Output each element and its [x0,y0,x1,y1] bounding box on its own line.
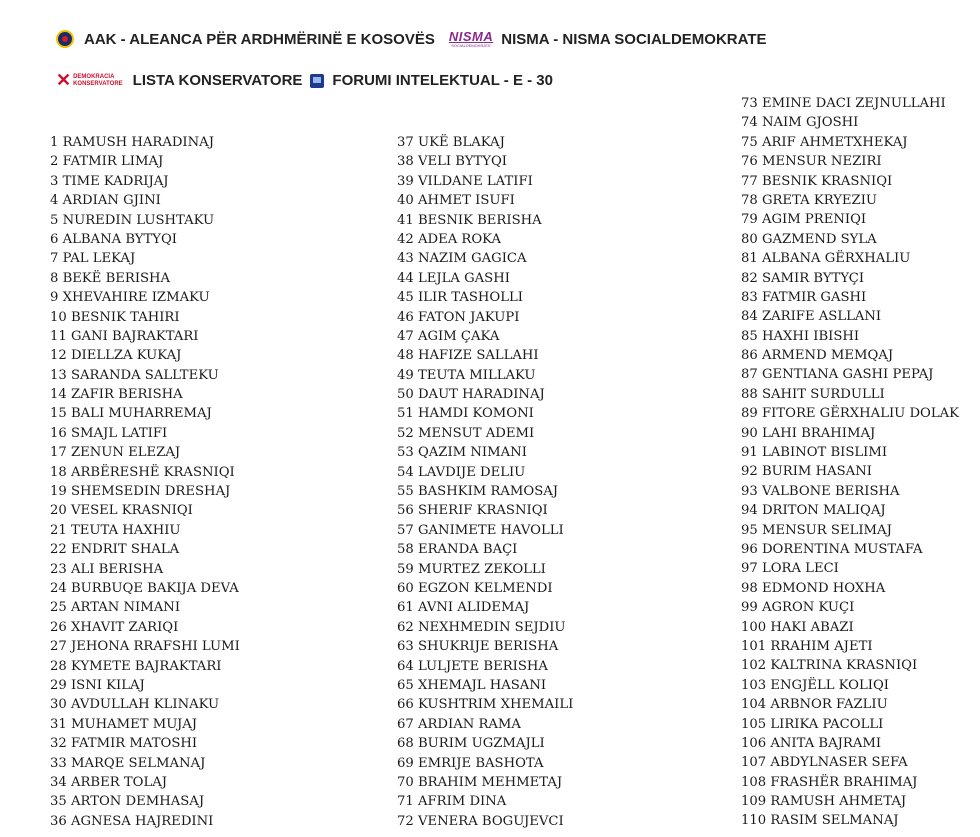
header-row-2 [56,70,553,91]
party-aak-label: AAK - ALEANCA PËR ARDHMËRINË E KOSOVËS [84,30,435,48]
candidate-list-item: 15 BALI MUHARREMAJ [50,406,212,422]
candidate-list-item: 40 AHMET ISUFI [397,193,515,209]
candidate-list-item: 52 MENSUT ADEMI [397,425,535,441]
candidate-list-item: 105 LIRIKA PACOLLI [741,716,884,732]
candidate-list-item: 101 RRAHIM AJETI [741,638,873,654]
candidate-list-item: 66 KUSHTRIM XHEMAILI [397,697,574,713]
candidate-list-item: 34 ARBER TOLAJ [50,774,168,790]
candidate-list-item: 109 RAMUSH AHMETAJ [741,794,907,810]
candidate-list-item: 51 HAMDI KOMONI [397,406,534,422]
candidate-list-item: 46 FATON JAKUPI [397,309,520,325]
candidate-list-item: 63 SHUKRIJE BERISHA [397,639,559,655]
candidate-list-item: 89 FITORE GËRXHALIU DOLAK [741,406,959,422]
party-forumi-label: FORUMI INTELEKTUAL - E - 30 [332,72,553,89]
candidate-list-item: 23 ALI BERISHA [50,561,164,577]
candidate-list-item: 33 MARQE SELMANAJ [50,755,206,771]
candidate-list-item: 69 EMRIJE BASHOTA [397,755,544,771]
candidate-list-item: 3 TIME KADRIJAJ [50,173,169,189]
candidate-list-item: 92 BURIM HASANI [741,464,872,480]
candidate-list-item: 73 EMINE DACI ZEJNULLAHI [741,96,946,111]
candidate-list-item: 47 AGIM ÇAKA [397,328,500,344]
candidate-list-item: 67 ARDIAN RAMA [397,716,521,732]
candidate-list-item: 5 NUREDIN LUSHTAKU [50,212,215,228]
candidate-list-item: 21 TEUTA HAXHIU [50,522,181,538]
candidate-list-item: 10 BESNIK TAHIRI [50,309,180,325]
candidate-list-column-3 [741,94,959,831]
candidate-list-item: 18 ARBËRESHË KRASNIQI [50,464,235,480]
candidate-list-item: 99 AGRON KUÇI [741,600,855,616]
candidate-list-item: 76 MENSUR NEZIRI [741,154,882,170]
candidate-list-item: 102 KALTRINA KRASNIQI [741,658,918,674]
candidate-list-item: 88 SAHIT SURDULLI [741,386,885,402]
candidate-list-item: 100 HAKI ABAZI [741,619,854,635]
candidate-list-item: 22 ENDRIT SHALA [50,542,180,558]
candidate-list-item: 85 HAXHI IBISHI [741,328,860,344]
candidate-list-item: 110 RASIM SELMANAJ [741,813,899,829]
candidate-list-column-2 [397,133,573,831]
nisma-logo-icon: NISMA SOCIALDEMOKRATE [448,29,494,48]
candidate-list-item: 53 QAZIM NIMANI [397,445,527,461]
candidate-list-item: 7 PAL LEKAJ [50,251,136,267]
candidate-list-item: 96 DORENTINA MUSTAFA [741,541,923,557]
candidate-list-item: 13 SARANDA SALLTEKU [50,367,219,383]
candidate-list-item: 56 SHERIF KRASNIQI [397,503,548,519]
candidate-list-item: 87 GENTIANA GASHI PEPAJ [741,367,934,383]
candidate-list-item: 64 LULJETE BERISHA [397,658,548,674]
candidate-list-item: 59 MURTEZ ZEKOLLI [397,561,546,577]
candidate-list-item: 1 RAMUSH HARADINAJ [50,135,214,150]
candidate-list-item: 79 AGIM PRENIQI [741,212,867,228]
candidate-list-item: 16 SMAJL LATIFI [50,425,168,441]
candidate-list-item: 49 TEUTA MILLAKU [397,367,536,383]
candidate-list-item: 74 NAIM GJOSHI [741,115,859,131]
candidate-list-item: 32 FATMIR MATOSHI [50,736,198,752]
candidate-list-item: 65 XHEMAJL HASANI [397,677,547,693]
candidate-list-item: 30 AVDULLAH KLINAKU [50,697,220,713]
candidate-list-item: 98 EDMOND HOXHA [741,580,886,596]
forumi-logo-icon [310,74,324,88]
candidate-list-item: 44 LEJLA GASHI [397,270,510,286]
aak-logo-icon [56,30,74,48]
candidate-list-item: 9 XHEVAHIRE IZMAKU [50,290,210,306]
candidate-list-item: 106 ANITA BAJRAMI [741,735,882,751]
candidate-list-item: 43 NAZIM GAGICA [397,251,527,267]
candidate-list-item: 71 AFRIM DINA [397,794,507,810]
candidate-list-item: 54 LAVDIJE DELIU [397,464,526,480]
candidate-list-item: 17 ZENUN ELEZAJ [50,445,181,461]
candidate-list-item: 11 GANI BAJRAKTARI [50,328,199,344]
candidate-list-item: 26 XHAVIT ZARIQI [50,619,179,635]
candidate-list-item: 6 ALBANA BYTYQI [50,231,178,247]
candidate-list-item: 62 NEXHMEDIN SEJDIU [397,619,566,635]
candidate-list-item: 2 FATMIR LIMAJ [50,154,164,170]
candidate-list-item: 55 BASHKIM RAMOSAJ [397,484,559,500]
candidate-list-item: 104 ARBNOR FAZLIU [741,697,888,713]
candidate-list-item: 35 ARTON DEMHASAJ [50,794,205,810]
candidate-list-item: 93 VALBONE BERISHA [741,483,900,499]
candidate-list-item: 14 ZAFIR BERISHA [50,387,183,403]
candidate-list-item: 42 ADEA ROKA [397,231,501,247]
candidate-list-item: 27 JEHONA RRAFSHI LUMI [50,639,240,655]
candidate-list-column-1 [50,133,240,831]
candidate-list-item: 70 BRAHIM MEHMETAJ [397,774,563,790]
party-konservatore-label: LISTA KONSERVATORE [132,72,303,89]
candidate-list-item: 36 AGNESA HAJREDINI [50,813,214,829]
candidate-list-item: 80 GAZMEND SYLA [741,231,877,247]
header-row-1 [56,30,767,48]
candidate-list-item: 41 BESNIK BERISHA [397,212,542,228]
candidate-list-item: 37 UKË BLAKAJ [397,135,505,150]
candidate-list-item: 38 VELI BYTYQI [397,154,507,170]
candidate-list-item: 58 ERANDA BAÇI [397,542,518,558]
candidate-list-item: 95 MENSUR SELIMAJ [741,522,892,538]
candidate-list-item: 83 FATMIR GASHI [741,289,867,305]
candidate-list-item: 4 ARDIAN GJINI [50,193,161,209]
party-nisma-label: NISMA - NISMA SOCIALDEMOKRATE [501,30,767,48]
candidate-list-item: 108 FRASHËR BRAHIMAJ [741,774,918,790]
candidate-list-item: 72 VENERA BOGUJEVCI [397,813,564,829]
candidate-list-item: 94 DRITON MALIQAJ [741,503,886,519]
candidate-list-item: 8 BEKË BERISHA [50,270,171,286]
candidate-list-item: 45 ILIR TASHOLLI [397,290,523,306]
candidate-list-item: 31 MUHAMET MUJAJ [50,716,198,732]
candidate-list-item: 12 DIELLZA KUKAJ [50,348,182,364]
candidate-list-item: 82 SAMIR BYTYÇI [741,270,865,286]
candidate-list-item: 97 LORA LECI [741,561,839,577]
candidate-list-item: 91 LABINOT BISLIMI [741,445,888,461]
candidate-list-item: 19 SHEMSEDIN DRESHAJ [50,484,231,500]
candidate-list-item: 48 HAFIZE SALLAHI [397,348,539,364]
candidate-list-item: 39 VILDANE LATIFI [397,173,533,189]
candidate-list-item: 86 ARMEND MEMQAJ [741,348,894,364]
candidate-list-item: 50 DAUT HARADINAJ [397,387,545,403]
candidate-list-item: 28 KYMETE BAJRAKTARI [50,658,222,674]
candidate-list-item: 60 EGZON KELMENDI [397,580,553,596]
candidate-list-item: 107 ABDYLNASER SEFA [741,755,908,771]
candidate-list-item: 75 ARIF AHMETXHEKAJ [741,134,908,150]
candidate-list-item: 78 GRETA KRYEZIU [741,192,878,208]
candidate-list-item: 29 ISNI KILAJ [50,677,145,693]
candidate-list-item: 25 ARTAN NIMANI [50,600,181,616]
candidate-list-item: 20 VESEL KRASNIQI [50,503,193,519]
candidate-list-item: 81 ALBANA GËRXHALIU [741,251,911,267]
candidate-list-item: 90 LAHI BRAHIMAJ [741,425,876,441]
candidate-list-item: 84 ZARIFE ASLLANI [741,309,882,325]
candidate-list-item: 24 BURBUQE BAKIJA DEVA [50,580,239,596]
candidate-list-item: 77 BESNIK KRASNIQI [741,173,893,189]
candidate-list-item: 57 GANIMETE HAVOLLI [397,522,564,538]
candidate-list-item: 103 ENGJËLL KOLIQI [741,677,889,693]
candidate-list-item: 68 BURIM UGZMAJLI [397,736,545,752]
konservatore-logo-icon: ✕ DEMOKRACIA KONSERVATORE [56,70,123,90]
candidate-list-item: 61 AVNI ALIDEMAJ [397,600,530,616]
